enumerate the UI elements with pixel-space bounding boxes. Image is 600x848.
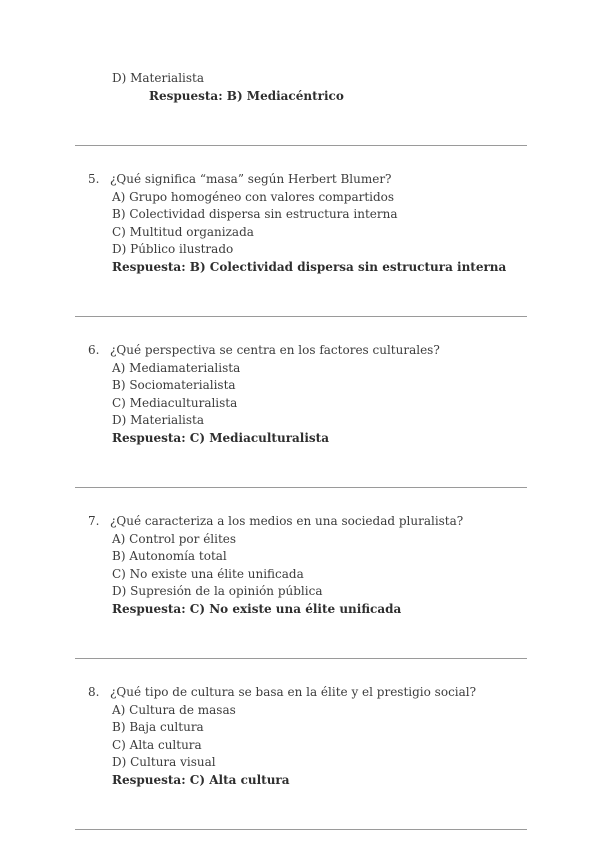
option: C) Alta cultura	[112, 737, 202, 752]
divider	[75, 487, 527, 488]
question-number: 5.	[88, 172, 100, 186]
question-line	[75, 171, 527, 189]
option: C) Mediaculturalista	[112, 395, 238, 410]
option: C) No existe una élite unificada	[112, 566, 304, 581]
option: D) Público ilustrado	[112, 242, 234, 256]
option: C) Multitud organizada	[112, 224, 254, 239]
question-block	[75, 513, 527, 618]
answer-line: Respuesta: C) Mediaculturalista	[112, 430, 329, 445]
question-number: 6.	[88, 343, 100, 357]
options-list	[75, 189, 527, 259]
option: A) Cultura de masas	[112, 702, 236, 717]
question-line	[75, 513, 527, 531]
option: B) Sociomaterialista	[112, 378, 236, 392]
option: D) Cultura visual	[112, 755, 216, 769]
question-text: ¿Qué perspectiva se centra en los factores culturales?	[110, 343, 440, 357]
question-number: 8.	[88, 685, 100, 699]
partial-question-block	[75, 70, 527, 105]
option: A) Control por élites	[112, 531, 237, 546]
divider	[75, 316, 527, 317]
options-list	[75, 702, 527, 772]
question-text: ¿Qué tipo de cultura se basa en la élite y el prestigio social?	[110, 685, 477, 699]
answer-line: Respuesta: C) No existe una élite unificada	[112, 601, 402, 616]
options-list	[75, 360, 527, 430]
question-line	[75, 342, 527, 360]
divider	[75, 658, 527, 659]
option: D) Materialista	[112, 71, 205, 85]
divider	[75, 145, 527, 146]
option: A) Grupo homogéneo con valores compartidos	[112, 189, 395, 204]
answer-line: Respuesta: B) Colectividad dispersa sin estructura interna	[112, 259, 507, 274]
answer-line: Respuesta: B) Mediacéntrico	[149, 88, 344, 103]
option: B) Colectividad dispersa sin estructura interna	[112, 207, 398, 221]
divider	[75, 829, 527, 830]
question-line	[75, 684, 527, 702]
options-list	[75, 531, 527, 601]
question-text: ¿Qué caracteriza a los medios en una sociedad pluralista?	[110, 514, 464, 528]
option: B) Autonomía total	[112, 549, 227, 563]
question-block	[75, 171, 527, 276]
question-number: 7.	[88, 514, 100, 528]
question-block	[75, 684, 527, 789]
question-text: ¿Qué significa “masa” según Herbert Blumer?	[110, 172, 392, 186]
answer-line: Respuesta: C) Alta cultura	[112, 772, 290, 787]
question-block	[75, 342, 527, 447]
option: B) Baja cultura	[112, 720, 204, 734]
option: D) Materialista	[112, 413, 205, 427]
option: A) Mediamaterialista	[112, 360, 241, 375]
option: D) Supresión de la opinión pública	[112, 584, 323, 598]
